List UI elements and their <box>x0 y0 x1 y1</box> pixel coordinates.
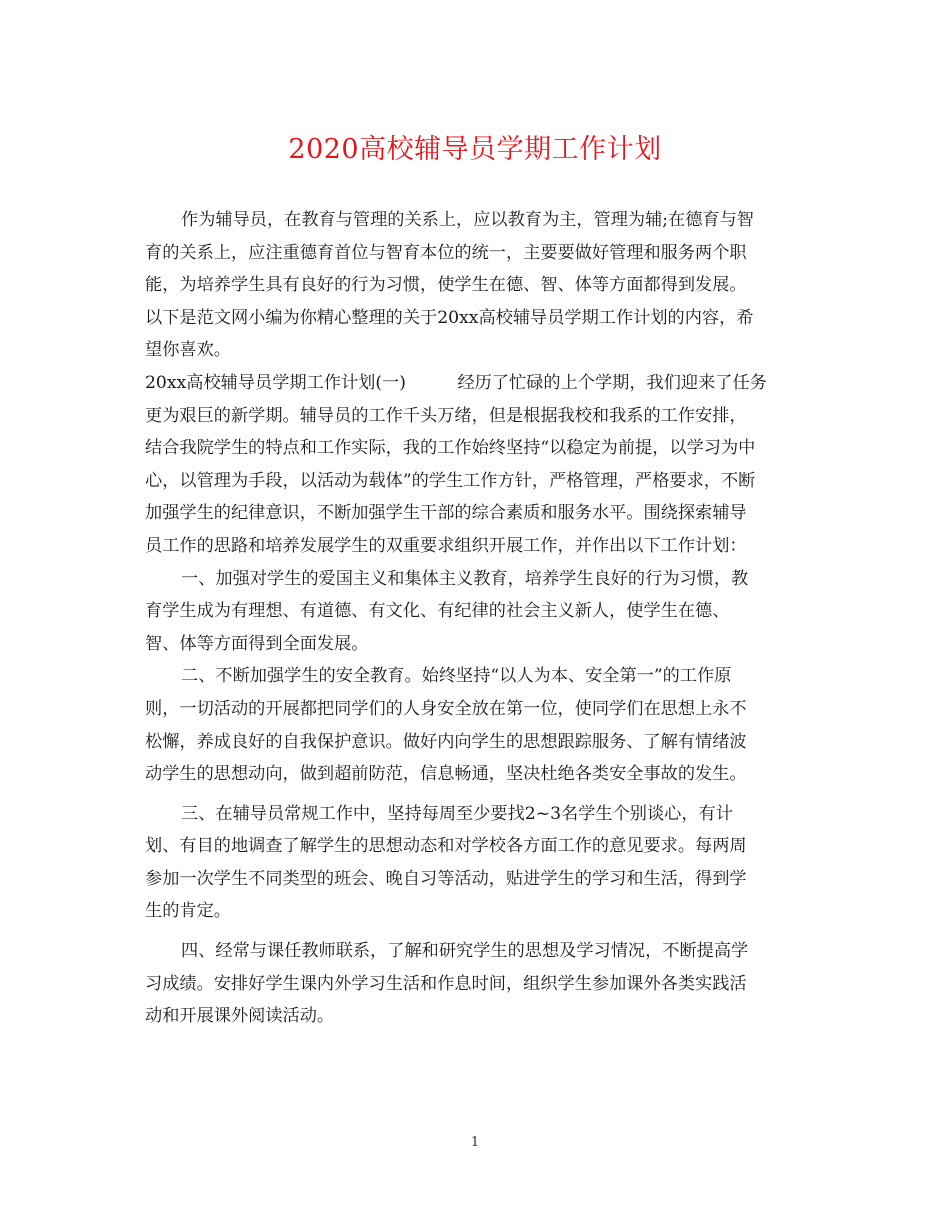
paragraph-line: 四、经常与课任教师联系，了解和研究学生的思想及学习情况，不断提高学 <box>181 941 749 962</box>
paragraph-line: 作为辅导员，在教育与管理的关系上，应以教育为主，管理为辅;在德育与智 <box>181 210 754 230</box>
paragraph-line: 三、在辅导员常规工作中，坚持每周至少要找2~3名学生个别谈心，有计 <box>181 803 733 824</box>
paragraph-line: 员工作的思路和培养发展学生的双重要求组织开展工作，并作出以下工作计划： <box>145 535 747 556</box>
paragraph-line: 动学生的思想动向，做到超前防范，信息畅通，坚决杜绝各类安全事故的发生。 <box>145 764 747 785</box>
paragraph-line: 动和开展课外阅读活动。 <box>145 1006 335 1027</box>
paragraph-line: 松懈，养成良好的自我保护意识。做好内向学生的思想跟踪服务、了解有情绪波 <box>145 731 747 752</box>
paragraph-line: 生的肯定。 <box>145 901 231 922</box>
paragraph-line: 划、有目的地调查了解学生的思想动态和对学校各方面工作的意见要求。每两周 <box>145 836 747 857</box>
paragraph-line: 则，一切活动的开展都把同学们的人身安全放在第一位，使同学们在思想上永不 <box>145 698 747 719</box>
paragraph-line: 望你喜欢。 <box>145 340 231 361</box>
paragraph-line: 育的关系上，应注重德育首位与智育本位的统一，主要要做好管理和服务两个职 <box>145 242 747 263</box>
paragraph-line: 智、体等方面得到全面发展。 <box>145 633 369 654</box>
paragraph-line: 更为艰巨的新学期。辅导员的工作千头万绪，但是根据我校和我系的工作安排， <box>145 405 747 426</box>
paragraph-line: 能，为培养学生具有良好的行为习惯，使学生在德、智、体等方面都得到发展。 <box>145 275 747 296</box>
page-number: 1 <box>470 1135 480 1150</box>
paragraph-line: 结合我院学生的特点和工作实际，我的工作始终坚持“以稳定为前提，以学习为中 <box>145 438 756 459</box>
paragraph-line: 心，以管理为手段，以活动为载体”的学生工作方针，严格管理，严格要求，不断 <box>145 470 756 491</box>
paragraph-line: 参加一次学生不同类型的班会、晚自习等活动，贴进学生的学习和生活，得到学 <box>145 868 747 889</box>
paragraph-line: 一、加强对学生的爱国主义和集体主义教育，培养学生良好的行为习惯，教 <box>181 568 749 589</box>
paragraph-line: 育学生成为有理想、有道德、有文化、有纪律的社会主义新人，使学生在德、 <box>145 601 730 622</box>
paragraph-line: 加强学生的纪律意识，不断加强学生干部的综合素质和服务水平。围绕探索辅导 <box>145 503 747 524</box>
paragraph-line: 习成绩。安排好学生课内外学习生活和作息时间，组织学生参加课外各类实践活 <box>145 973 747 994</box>
paragraph-line: 20xx高校辅导员学期工作计划(一) 经历了忙碌的上个学期，我们迎来了任务 <box>145 372 767 393</box>
paragraph-line: 二、不断加强学生的安全教育。始终坚持“以人为本、安全第一”的工作原 <box>181 666 732 687</box>
document-title: 2020高校辅导员学期工作计划 <box>288 134 662 165</box>
paragraph-line: 以下是范文网小编为你精心整理的关于20xx高校辅导员学期工作计划的内容，希 <box>145 307 754 328</box>
document-body <box>145 204 805 1033</box>
